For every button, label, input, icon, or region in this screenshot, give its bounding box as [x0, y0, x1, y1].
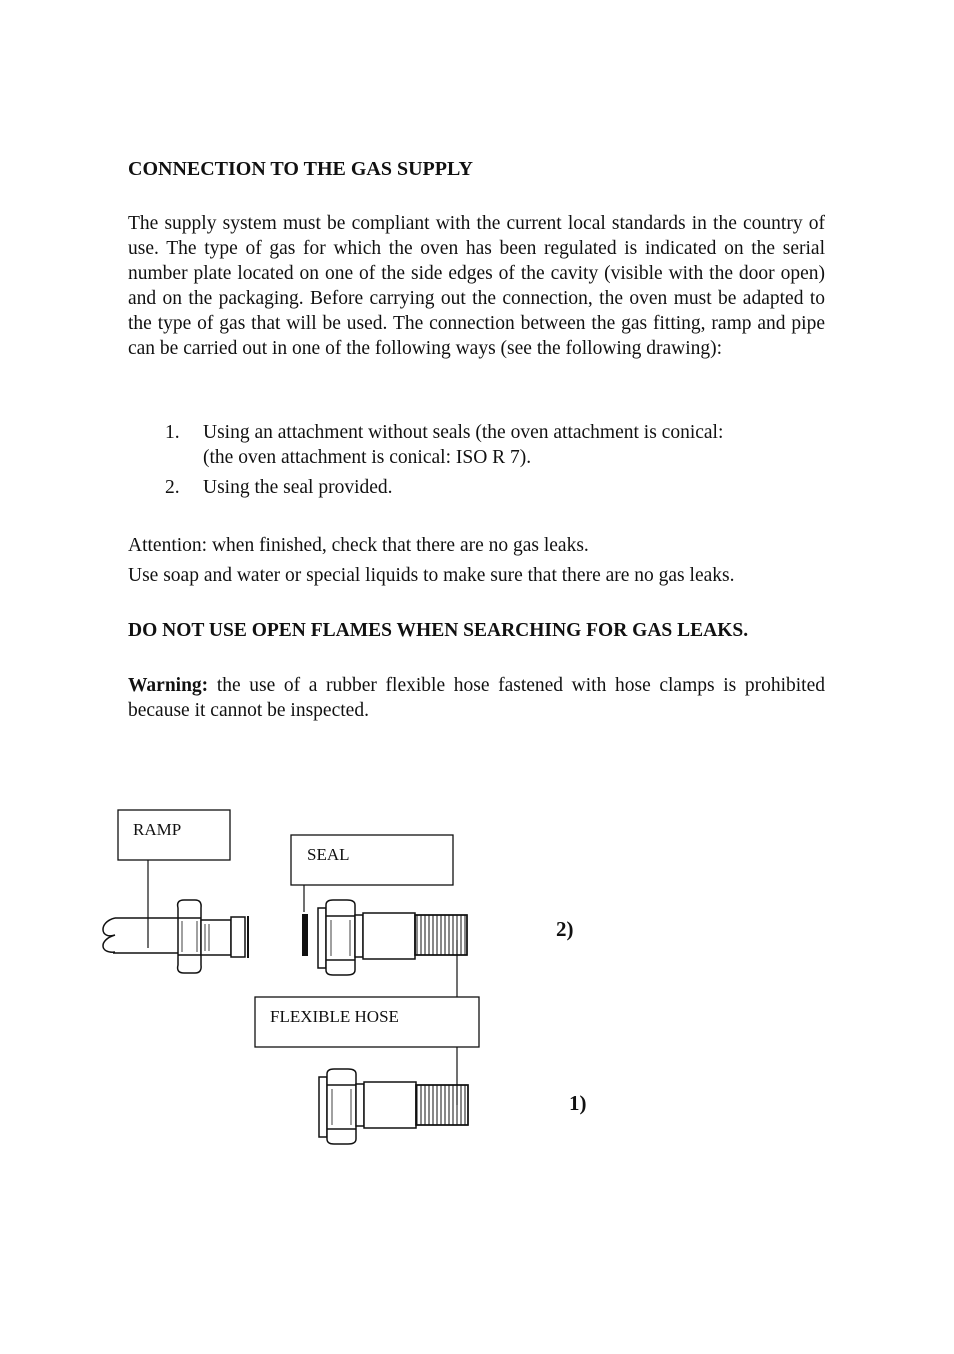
seal-washer	[302, 914, 308, 956]
leak-check-note: Use soap and water or special liquids to make sure that there are no gas leaks.	[128, 565, 735, 586]
seal-label: SEAL	[307, 845, 350, 864]
list-item-number: 2.	[165, 477, 180, 498]
list-item-text: Using the seal provided.	[203, 477, 393, 498]
connection-options-list	[128, 420, 828, 505]
list-item-text: Using an attachment without seals (the oven attachment is conical:	[203, 422, 724, 443]
hose-fitting-lower	[319, 1069, 468, 1144]
warning-label: Warning:	[128, 675, 209, 696]
ramp-fitting	[201, 916, 248, 958]
section-title: CONNECTION TO THE GAS SUPPLY	[128, 158, 473, 180]
variant-1-label: 1)	[569, 1091, 587, 1115]
intro-paragraph: The supply system must be compliant with the current local standards in the country of use. The type of gas for which the oven has been regulated is indicated on the serial number plate located on one of the side edges of the cavity (visible with the door open) and on the packaging. Before carrying out the connection, the oven must be adapted to the type of gas that will be used. The connection between the gas fitting, ramp and pipe can be carried out in one of the following ways (see the following drawing):	[128, 213, 825, 359]
list-item	[128, 420, 828, 470]
hose-fitting-upper	[318, 900, 467, 975]
warning-text: the use of a rubber flexible hose fastened with hose clamps is prohibited because it cannot be inspected.	[128, 675, 825, 721]
list-item-number: 1.	[165, 422, 180, 443]
list-item	[128, 475, 828, 500]
ramp-pipe	[103, 918, 178, 953]
gas-connection-diagram	[0, 790, 954, 1170]
ramp-label: RAMP	[133, 820, 182, 839]
attention-note: Attention: when finished, check that there are no gas leaks.	[128, 535, 589, 556]
no-open-flames-warning: DO NOT USE OPEN FLAMES WHEN SEARCHING FOR GAS LEAKS.	[128, 620, 749, 641]
flexible-hose-label: FLEXIBLE HOSE	[270, 1007, 399, 1026]
variant-2-label: 2)	[556, 917, 574, 941]
warning-paragraph	[128, 673, 825, 723]
ramp-nut	[178, 900, 202, 973]
list-item-text-continued: (the oven attachment is conical: ISO R 7).	[203, 447, 532, 468]
